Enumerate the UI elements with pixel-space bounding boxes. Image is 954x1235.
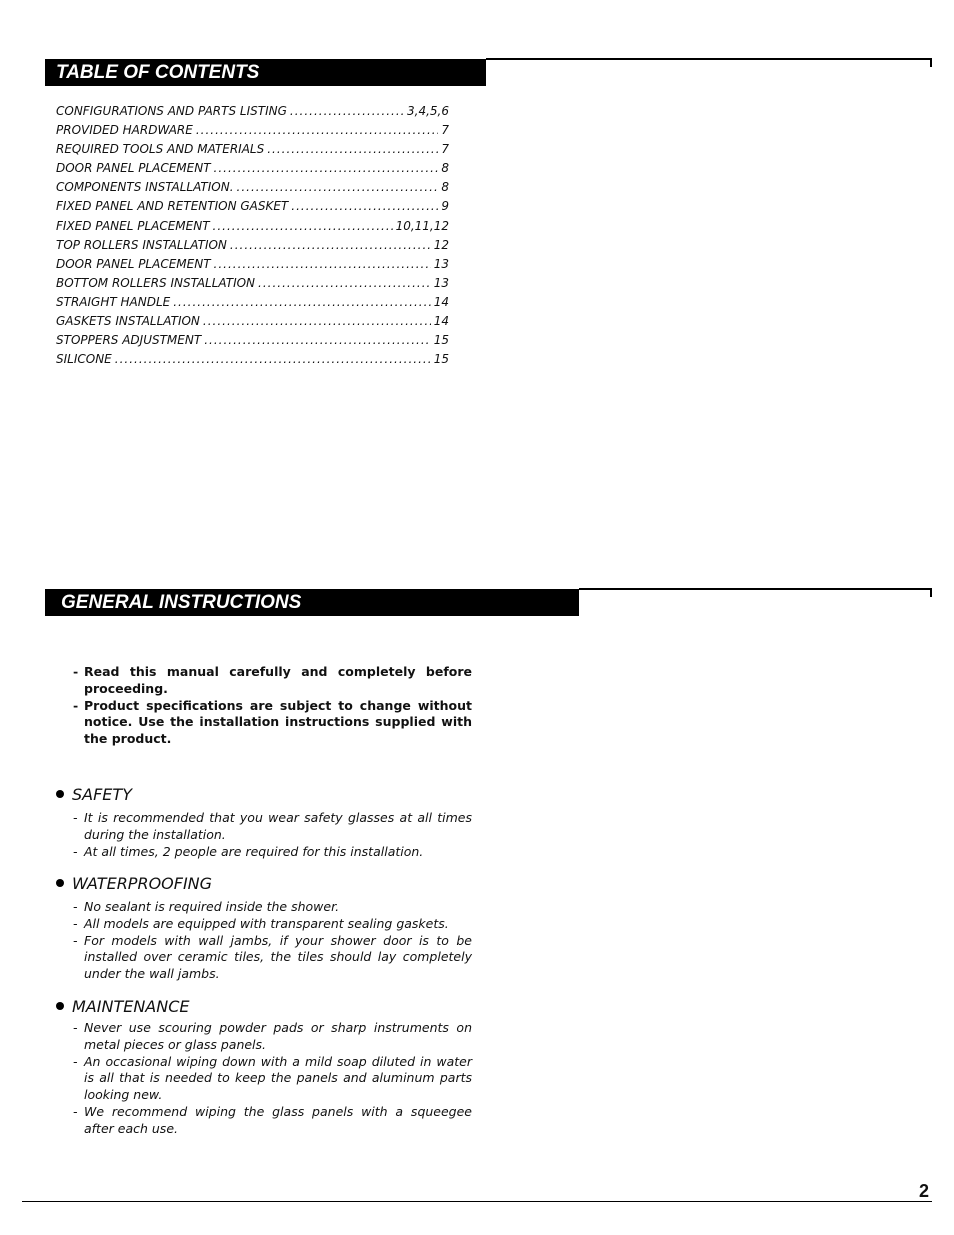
- toc-header-rule-tick: [930, 58, 932, 67]
- toc-entry-page: 14: [433, 294, 449, 309]
- toc-entry[interactable]: [56, 178, 449, 197]
- general-note: - Product specifications are subject to change without notice. Use the installation instructions supplied with the product.: [72, 698, 472, 748]
- safety-heading: [56, 785, 132, 805]
- toc-leader: [291, 197, 438, 216]
- bullet-dot-icon: [56, 790, 64, 798]
- toc-entry-page: 14: [433, 314, 449, 329]
- toc-entry-page: 13: [433, 256, 449, 271]
- toc-entry[interactable]: [56, 102, 449, 121]
- toc-entry-page: 7: [441, 142, 449, 157]
- general-header-rule: [579, 588, 932, 590]
- toc-entry[interactable]: [56, 312, 449, 331]
- toc-leader: [230, 236, 431, 255]
- toc-entry-title: BOTTOM ROLLERS INSTALLATION: [56, 275, 256, 290]
- toc-leader: [115, 350, 431, 369]
- general-note: - Read this manual carefully and completely before proceeding.: [72, 664, 472, 698]
- toc-leader: [213, 217, 393, 236]
- waterproofing-item: - For models with wall jambs, if your shower door is to be installed over ceramic tiles, the tiles should lay completely under the wall jambs.: [72, 933, 472, 983]
- general-header-rule-tick: [930, 588, 932, 597]
- toc-entry-title: REQUIRED TOOLS AND MATERIALS: [56, 142, 265, 157]
- safety-item: - It is recommended that you wear safety glasses at all times during the installation.: [72, 810, 472, 844]
- toc-entry-page: 10,11,12: [395, 218, 449, 233]
- toc-entry-title: DOOR PANEL PLACEMENT: [56, 256, 211, 271]
- toc-leader: [204, 331, 431, 350]
- safety-heading-text: SAFETY: [72, 785, 132, 804]
- toc-entry-title: STRAIGHT HANDLE: [56, 294, 171, 309]
- toc-entry-page: 7: [441, 123, 449, 138]
- toc-entry-title: GASKETS INSTALLATION: [56, 314, 200, 329]
- waterproofing-item: - All models are equipped with transparent sealing gaskets.: [72, 916, 472, 933]
- toc-entry[interactable]: [56, 140, 449, 159]
- toc-entry-page: 3,4,5,6: [407, 104, 449, 118]
- toc-entry-title: STOPPERS ADJUSTMENT: [56, 333, 202, 348]
- toc-leader: [258, 274, 431, 293]
- toc-entry-page: 15: [433, 352, 449, 367]
- toc-entry-page: 15: [433, 333, 449, 348]
- waterproofing-list: [72, 899, 472, 983]
- general-heading: GENERAL INSTRUCTIONS: [61, 592, 302, 613]
- toc-entry[interactable]: [56, 236, 449, 255]
- toc-entry-title: SILICONE: [56, 352, 112, 367]
- toc-heading: TABLE OF CONTENTS: [56, 62, 260, 83]
- toc-entry-page: 9: [441, 199, 449, 214]
- toc-entry-title: CONFIGURATIONS AND PARTS LISTING: [56, 104, 287, 118]
- toc-leader: [290, 102, 404, 121]
- toc-entry-page: 13: [433, 275, 449, 290]
- toc-entry-page: 12: [433, 237, 449, 252]
- toc-entry[interactable]: [56, 217, 449, 236]
- toc-entry[interactable]: [56, 121, 449, 140]
- bullet-dot-icon: [56, 1002, 64, 1010]
- maintenance-heading: [56, 997, 189, 1017]
- toc-entry-title: PROVIDED HARDWARE: [56, 123, 193, 138]
- maintenance-item: - We recommend wiping the glass panels with a squeegee after each use.: [72, 1104, 472, 1138]
- toc-entry[interactable]: [56, 255, 449, 274]
- toc-entry[interactable]: [56, 350, 449, 369]
- general-notes: [72, 664, 472, 748]
- toc-leader: [267, 140, 438, 159]
- toc-entry-title: TOP ROLLERS INSTALLATION: [56, 237, 227, 252]
- toc-leader: [237, 178, 439, 197]
- toc-entry[interactable]: [56, 331, 449, 350]
- toc-entry[interactable]: [56, 293, 449, 312]
- toc-entry-title: FIXED PANEL AND RETENTION GASKET: [56, 199, 289, 214]
- toc-leader: [173, 293, 431, 312]
- toc-header: [45, 59, 486, 86]
- safety-list: [72, 810, 472, 860]
- toc-leader: [214, 159, 439, 178]
- maintenance-item: - An occasional wiping down with a mild soap diluted in water is all that is needed to keep the panels and aluminum parts looking new.: [72, 1054, 472, 1104]
- toc-entry[interactable]: [56, 274, 449, 293]
- page-number: 2: [918, 1181, 929, 1201]
- maintenance-item: - Never use scouring powder pads or sharp instruments on metal pieces or glass panels.: [72, 1020, 472, 1054]
- toc-header-rule: [486, 58, 932, 60]
- toc-entry[interactable]: [56, 197, 449, 216]
- toc-leader: [214, 255, 431, 274]
- general-header: [45, 589, 579, 616]
- safety-item: - At all times, 2 people are required for this installation.: [72, 844, 472, 861]
- toc-leader: [203, 312, 431, 331]
- toc-entry[interactable]: [56, 159, 449, 178]
- waterproofing-item: - No sealant is required inside the shower.: [72, 899, 472, 916]
- maintenance-heading-text: MAINTENANCE: [72, 997, 190, 1016]
- waterproofing-heading-text: WATERPROOFING: [72, 874, 213, 893]
- toc-entry-page: 8: [441, 180, 449, 195]
- bullet-dot-icon: [56, 879, 64, 887]
- toc-entry-page: 8: [441, 161, 449, 176]
- toc-list: [56, 102, 449, 369]
- waterproofing-heading: [56, 874, 212, 894]
- toc-entry-title: COMPONENTS INSTALLATION.: [56, 180, 234, 195]
- toc-entry-title: FIXED PANEL PLACEMENT: [56, 218, 210, 233]
- toc-entry-title: DOOR PANEL PLACEMENT: [56, 161, 211, 176]
- maintenance-list: [72, 1020, 472, 1138]
- toc-leader: [196, 121, 439, 140]
- footer-rule: [22, 1201, 932, 1202]
